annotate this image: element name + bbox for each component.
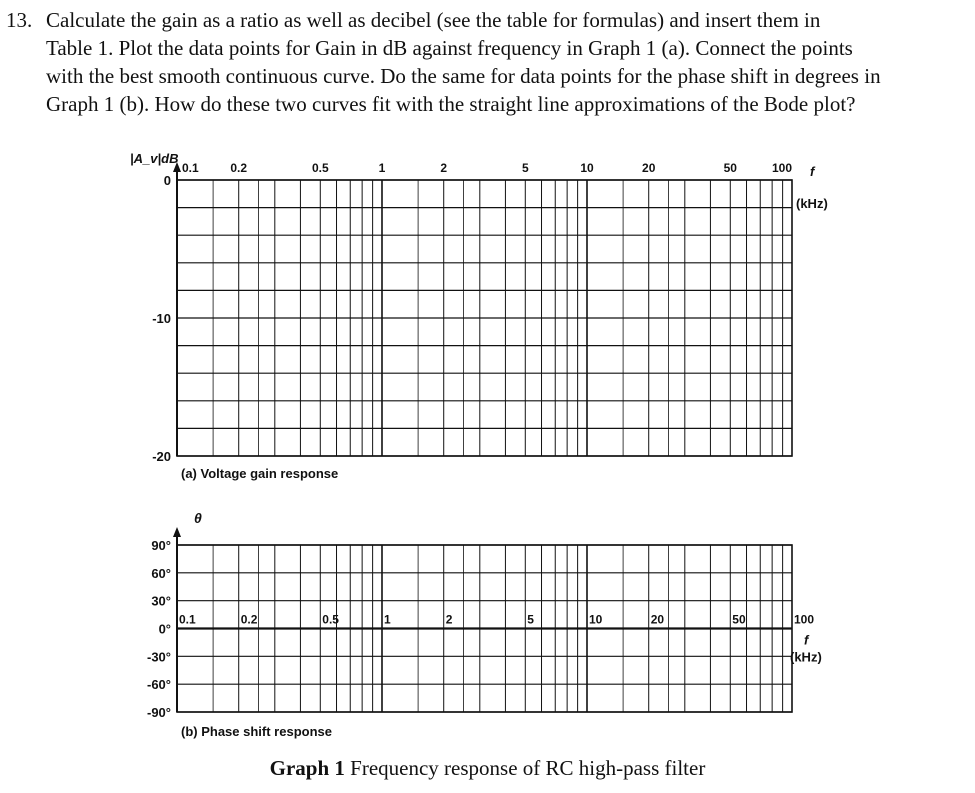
chart-gain [173,162,792,456]
x-tick-label: 20 [650,612,665,627]
x-tick-label: 0.5 [311,161,329,175]
y-tick-label: -20 [152,449,171,464]
x-tick-label: 50 [732,612,746,627]
question-line-1: Calculate the gain as a ratio as well as decibel (see the table for formulas) and insert them in [46,8,821,32]
x-tick-label: 2 [440,161,448,175]
x-tick-label: 20 [642,161,656,175]
x-axis-symbol: f [804,632,809,648]
x-tick-label: 100 [771,161,793,175]
y-tick-label: 0 [163,173,171,188]
question-line-2: Table 1. Plot the data points for Gain in dB against frequency in Graph 1 (a). Connect the points [46,36,853,60]
y-tick-label: 30° [151,593,171,609]
x-tick-label: 50 [723,161,737,175]
question-number: 13. [6,8,33,32]
x-tick-label: 0.2 [240,612,258,627]
x-tick-label: 100 [794,612,815,627]
y-axis-label: θ [194,510,202,526]
x-axis-unit: (kHz) [790,649,822,665]
figure-caption [0,756,975,781]
x-tick-label: 0.1 [182,161,199,175]
y-tick-label: 60° [151,565,171,581]
x-tick-label: 5 [521,161,529,175]
x-axis-symbol: f [810,164,815,179]
caption-label: Graph 1 [269,756,345,780]
y-tick-label: 0° [158,621,171,637]
caption-text: Frequency response of RC high-pass filter [344,756,706,780]
y-tick-label: -60° [147,677,171,693]
y-tick-label: 90° [151,538,171,553]
x-tick-label: 0.5 [322,612,339,627]
question-line-3: with the best smooth continuous curve. Do the same for data points for the phase shift in degrees in [46,64,881,88]
y-tick-label: -10 [152,311,171,326]
y-axis-label: |A_v|dB [130,151,179,166]
x-axis-unit: (kHz) [796,196,828,211]
chart-phase [173,527,792,712]
x-tick-label: 5 [527,612,534,627]
x-tick-label: 10 [580,161,594,175]
x-tick-label: 0.2 [230,161,248,175]
x-tick-label: 10 [589,612,603,627]
x-tick-label: 1 [378,161,386,175]
y-tick-label: -30° [147,649,171,665]
chart-title: (b) Phase shift response [181,724,332,739]
y-tick-label: -90° [147,705,171,720]
chart-title: (a) Voltage gain response [181,466,339,481]
x-tick-label: 2 [445,612,453,627]
question-line-4: Graph 1 (b). How do these two curves fit with the straight line approximations of the Bode plot? [46,92,856,116]
y-axis-arrow [173,527,181,537]
x-tick-label: 1 [384,612,391,627]
x-tick-label: 0.1 [179,612,196,627]
